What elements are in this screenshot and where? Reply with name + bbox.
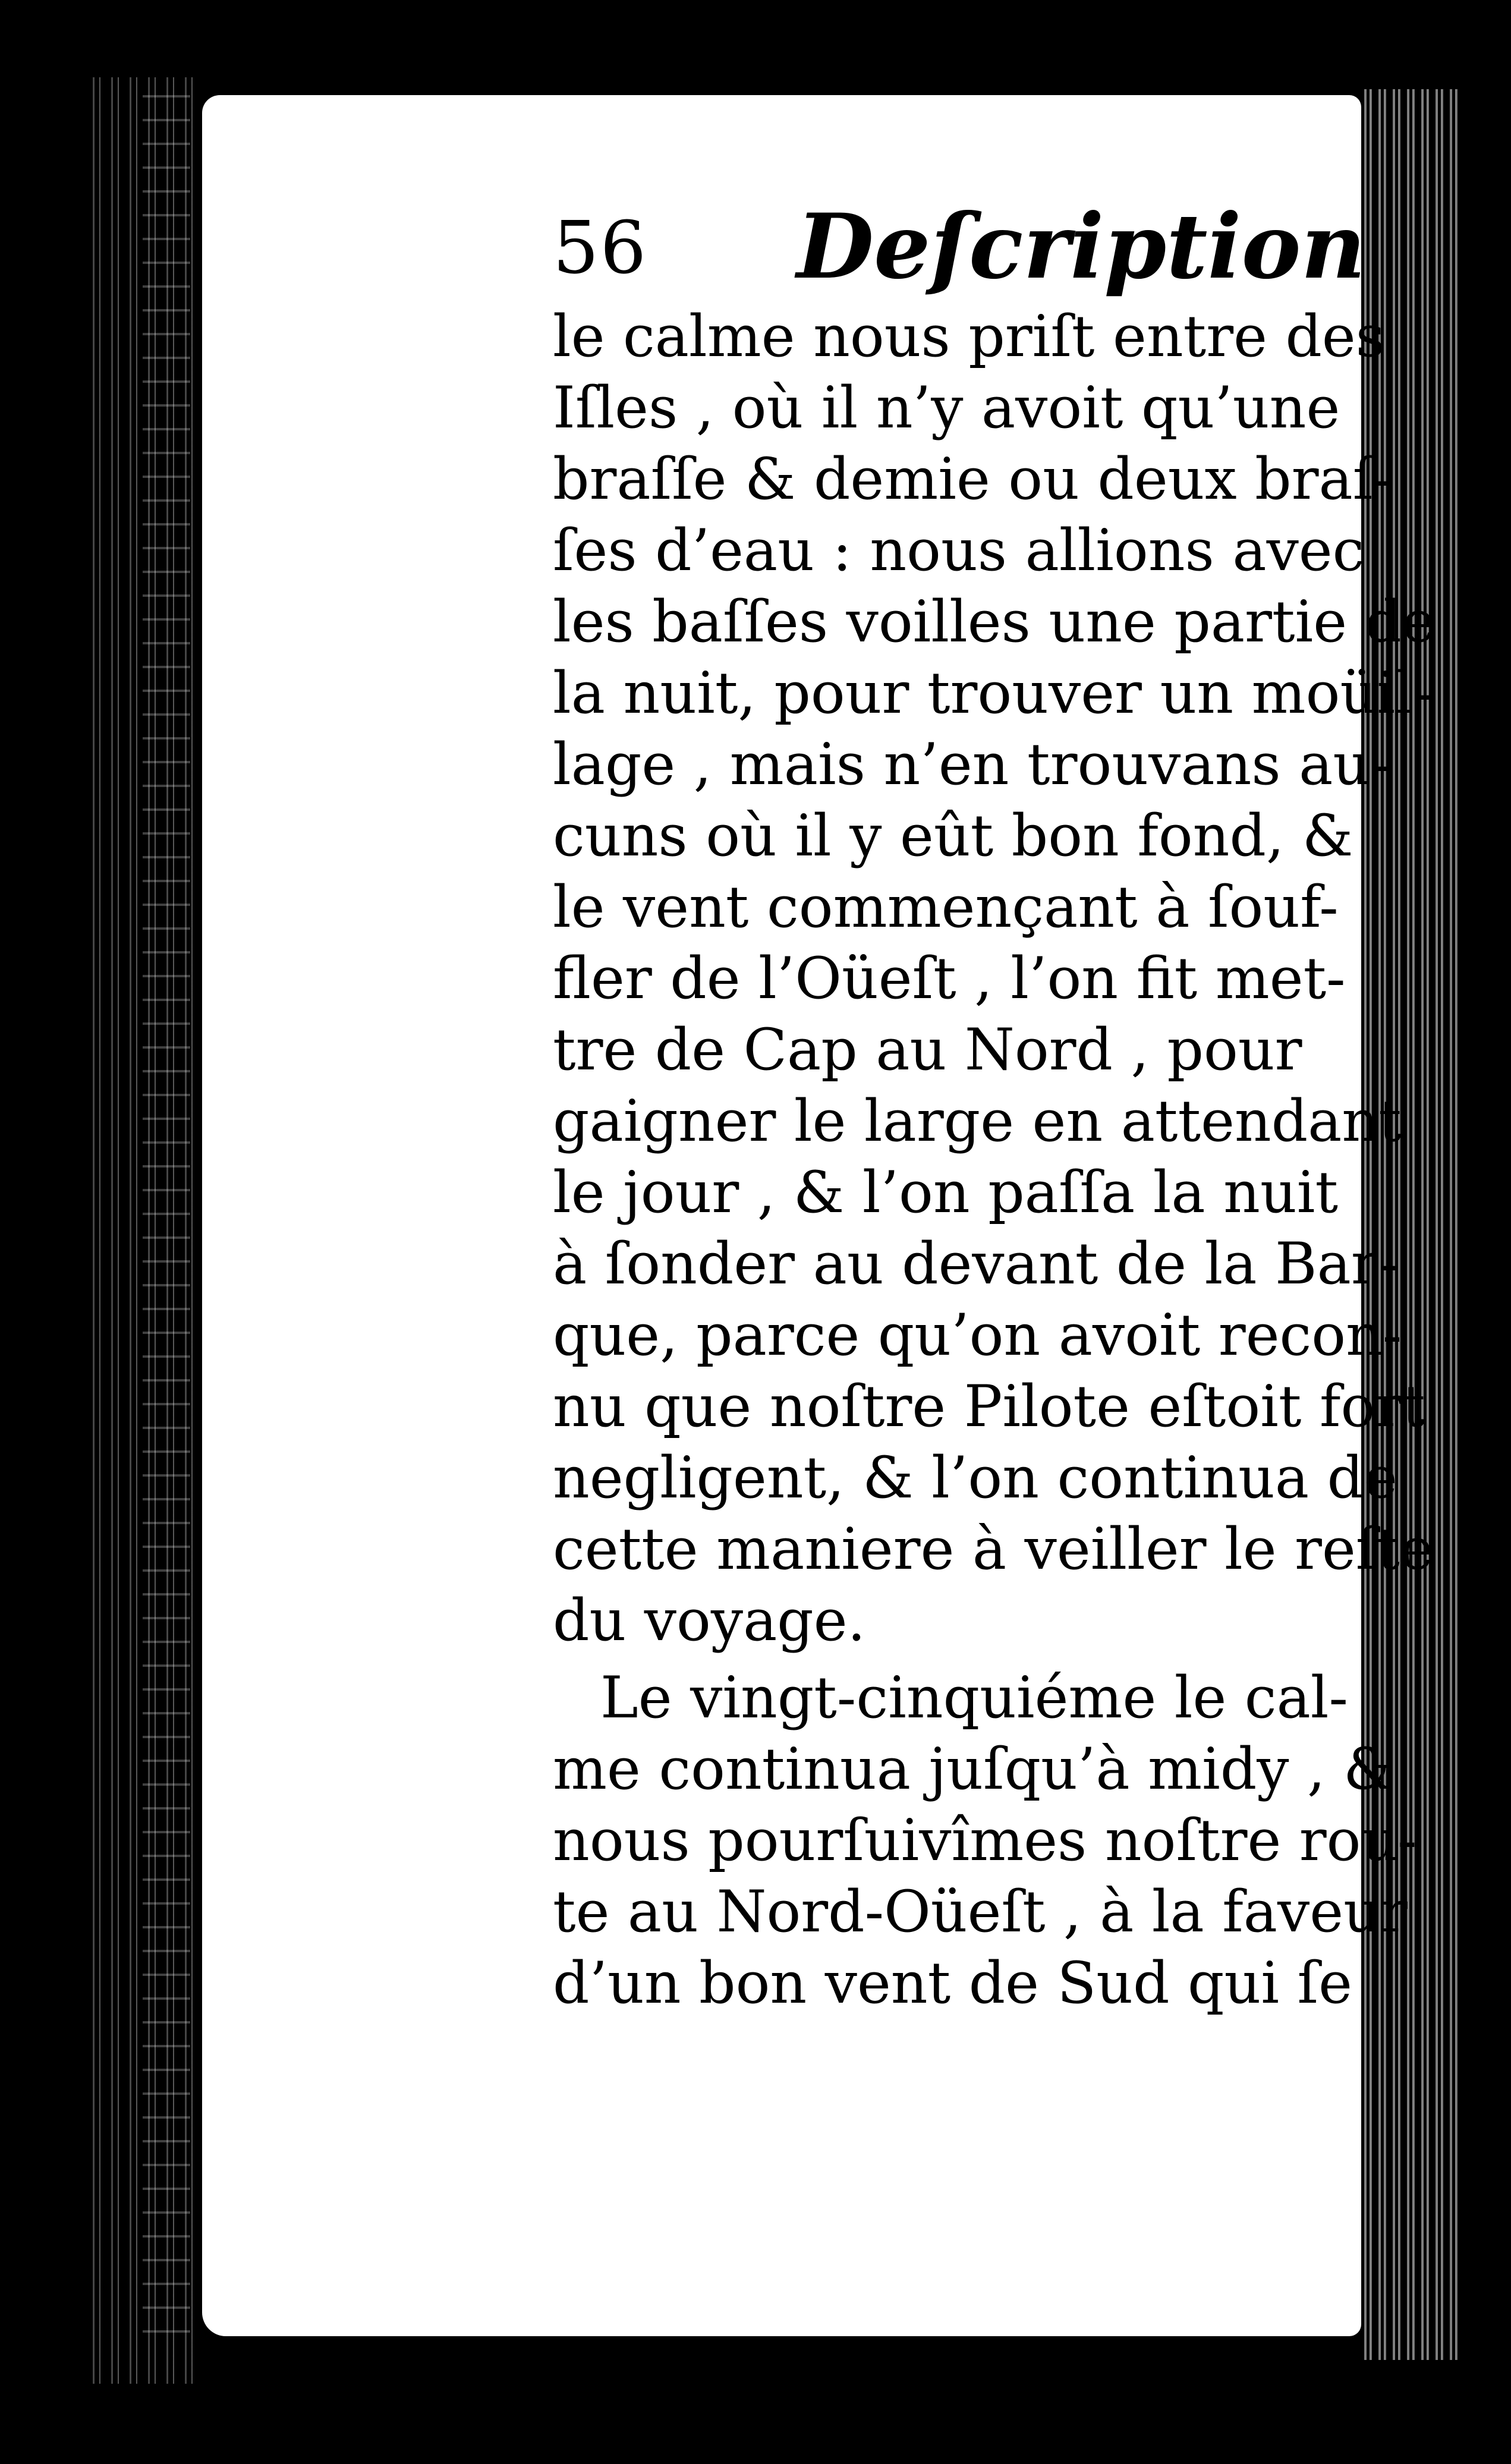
text-line: d’un bon vent de Sud qui ſe <box>553 1950 1352 2016</box>
page-number: 56 <box>553 206 648 290</box>
text-line: me continua juſqu’à midy , & <box>553 1736 1394 1802</box>
text-line: fler de l’Oüeſt , l’on fit met- <box>553 945 1346 1012</box>
text-line: du voyage. <box>553 1587 866 1654</box>
text-line: negligent, & l’on continua de <box>553 1445 1397 1511</box>
text-line: le jour , & l’on paſſa la nuit <box>553 1159 1339 1226</box>
text-line: braſſe & demie ou deux braſ- <box>553 446 1393 512</box>
paragraph-start-line: Le vingt-cinquiéme le cal- <box>600 1664 1348 1731</box>
text-line: nu que noſtre Pilote eſtoit fort <box>553 1373 1425 1440</box>
text-line: le calme nous priſt entre des <box>553 303 1385 370</box>
text-line: que, parce qu’on avoit recon- <box>553 1302 1402 1368</box>
text-line: le vent commençant à ſouf- <box>553 874 1339 940</box>
book-edge-left-speckle <box>143 95 190 2354</box>
page-header <box>333 194 1366 309</box>
text-line: les baſſes voilles une partie de <box>553 589 1436 655</box>
running-title: Deſcription <box>797 194 1366 299</box>
text-line: te au Nord-Oüeſt , à la faveur <box>553 1878 1408 1945</box>
text-line: cette maniere à veiller le reſte <box>553 1516 1434 1582</box>
text-line: à ſonder au devant de la Bar- <box>553 1231 1398 1297</box>
text-line: tre de Cap au Nord , pour <box>553 1017 1302 1083</box>
body-text <box>553 303 1436 2016</box>
text-line: la nuit, pour trouver un moüil- <box>553 660 1433 726</box>
text-line: ſes d’eau : nous allions avec <box>553 517 1365 584</box>
text-line: Iſles , où il n’y avoit qu’une <box>553 375 1340 441</box>
text-line: nous pourſuivîmes noſtre rou- <box>553 1807 1417 1874</box>
book-edge-right <box>1361 89 1462 2360</box>
text-line: lage , mais n’en trouvans au- <box>553 731 1389 798</box>
text-line: gaigner le large en attendant <box>553 1088 1402 1154</box>
text-line: cuns où il y eût bon fond, & <box>553 803 1353 869</box>
